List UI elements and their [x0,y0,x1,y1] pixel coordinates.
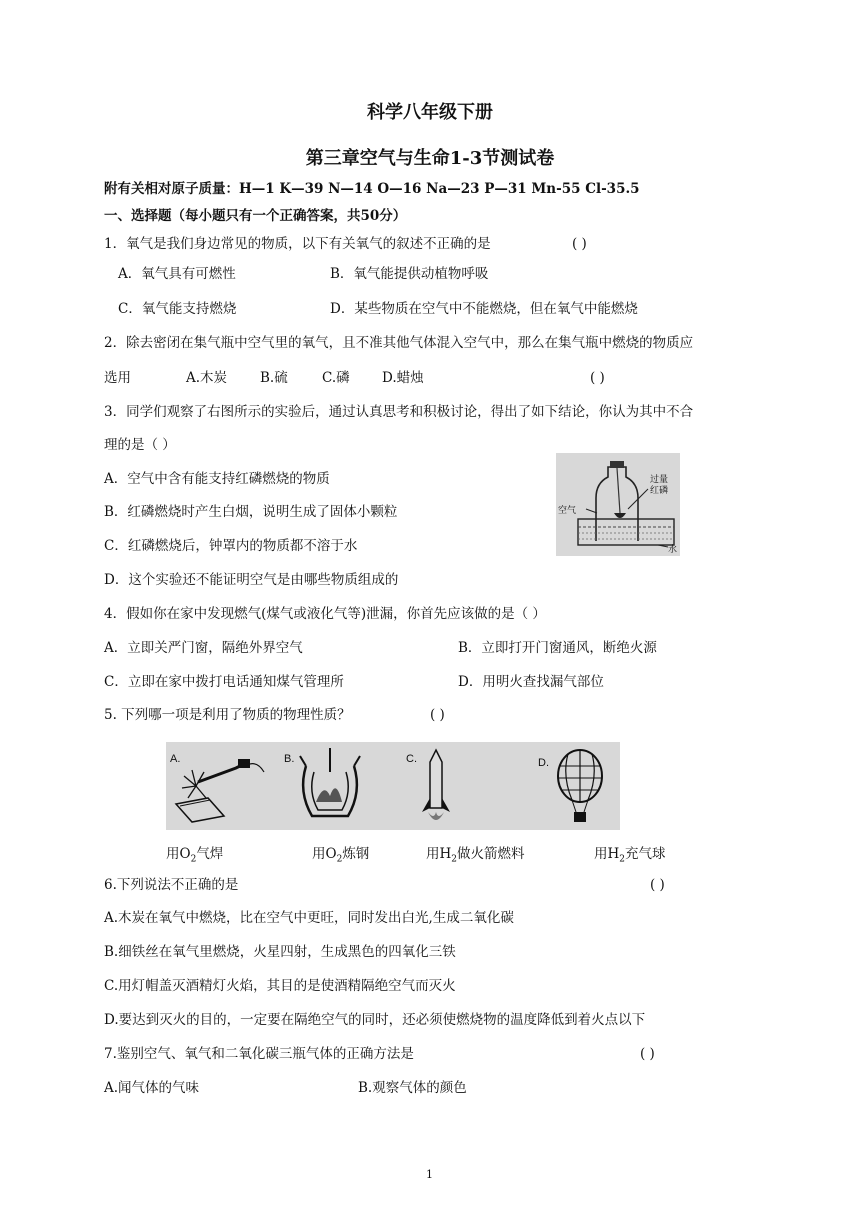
q7-option-a: A.闻气体的气味 [104,1080,200,1096]
q4-option-a: A．立即关严门窗，隔绝外界空气 [104,640,303,656]
page-title: 科学八年级下册 [367,102,493,123]
q5-caption-b: 用$O_2$炼钢 [312,846,370,865]
q6-option-c: C.用灯帽盖灭酒精灯火焰，其目的是使酒精隔绝空气而灭火 [104,978,456,994]
fig-label-b: B. [284,753,295,765]
fig-label-c: C. [406,753,417,765]
q1-answer-paren: ( ) [572,236,587,252]
section-heading: 一、选择题（每小题只有一个正确答案，共50分） [104,208,407,224]
q3-option-b: B．红磷燃烧时产生白烟，说明生成了固体小颗粒 [104,504,398,520]
q1-option-c: C．氧气能支持燃烧 [118,301,237,317]
q2-stem: 2．除去密闭在集气瓶中空气里的氧气，且不准其他气体混入空气中，那么在集气瓶中燃烧的物质应 [104,335,694,351]
bell-jar-diagram [556,453,680,556]
q4-option-c: C．立即在家中拨打电话通知煤气管理所 [104,674,344,690]
bell-jar-figure [556,453,680,556]
q6-option-b: B.细铁丝在氧气里燃烧，火星四射，生成黑色的四氧化三铁 [104,944,456,960]
q1-stem: 1．氧气是我们身边常见的物质，以下有关氧气的叙述不正确的是 [104,236,491,252]
q1-option-d: D．某些物质在空气中不能燃烧，但在氧气中能燃烧 [330,301,638,317]
q3-stem: 3．同学们观察了右图所示的实验后，通过认真思考和积极讨论，得出了如下结论，你认为其中不合 [104,404,694,420]
label-excess: 过量 [650,474,669,484]
q3-option-a: A．空气中含有能支持红磷燃烧的物质 [104,471,330,487]
q3-option-c: C．红磷燃烧后，钟罩内的物质都不溶于水 [104,538,358,554]
q5-caption-d: 用$H_2$充气球 [594,846,666,865]
page-number: 1 [426,1168,433,1181]
q2-option-c: C.磷 [322,370,350,386]
q2-option-b: B.硫 [260,370,288,386]
q5-stem: 5. 下列哪一项是利用了物质的物理性质？ [104,707,351,723]
q6-answer-paren: ( ) [650,877,665,893]
q5-answer-paren: ( ) [430,707,445,723]
q5-caption-c: 用$H_2$做火箭燃料 [426,846,525,865]
label-water: 水 [668,544,678,554]
fig-label-d: D. [538,757,549,769]
atomic-mass-note: 附有关相对原子质量：H—1 K—39 N—14 O—16 Na—23 P—31 Mn-55 Cl-35.5 [104,181,640,197]
q1-option-b: B．氧气能提供动植物呼吸 [330,266,489,282]
label-red-phosphorus: 红磷 [650,485,669,495]
q7-option-b: B.观察气体的颜色 [358,1080,467,1096]
q5-illustrations [166,742,620,830]
q2-option-a: A.木炭 [186,370,228,386]
q6-option-d: D.要达到灭火的目的，一定要在隔绝空气的同时，还必须使燃烧物的温度降低到着火点以下 [104,1012,646,1028]
q7-stem: 7.鉴别空气、氧气和二氧化碳三瓶气体的正确方法是 [104,1046,414,1062]
q2-option-d: D.蜡烛 [382,370,424,386]
q7-answer-paren: ( ) [640,1046,655,1062]
q6-stem: 6.下列说法不正确的是 [104,877,239,893]
fig-label-a: A. [170,753,181,765]
q2-answer-paren: ( ) [590,370,605,386]
q1-option-a: A．氧气具有可燃性 [118,266,236,282]
q4-option-b: B．立即打开门窗通风，断绝火源 [458,640,657,656]
q5-figure-strip [166,742,620,830]
q4-option-d: D．用明火查找漏气部位 [458,674,604,690]
label-air: 空气 [558,505,577,515]
q2-stem-line2: 选用 [104,370,131,386]
page-subtitle: 第三章空气与生命1-3节测试卷 [305,148,555,169]
q3-stem-line2: 理的是（ ） [104,437,176,453]
q3-option-d: D．这个实验还不能证明空气是由哪些物质组成的 [104,572,399,588]
q6-option-a: A.木炭在氧气中燃烧，比在空气中更旺，同时发出白光,生成二氧化碳 [104,910,514,926]
q5-caption-a: 用$O_2$气焊 [166,846,224,865]
sparks-icon [182,770,206,798]
q4-stem: 4．假如你在家中发现燃气(煤气或液化气等)泄漏，你首先应该做的是（ ） [104,606,546,622]
